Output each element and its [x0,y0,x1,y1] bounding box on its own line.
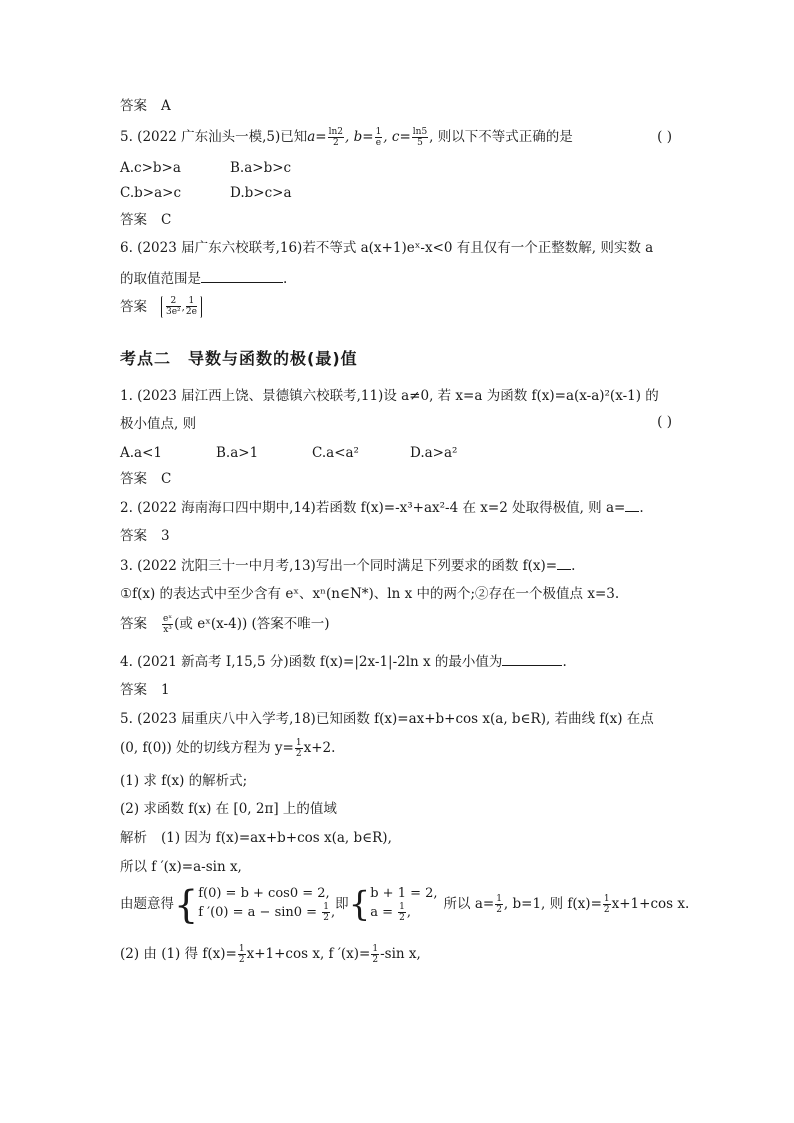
answer-blank [625,497,639,512]
option-c: C.b>a>c [120,185,182,201]
solution-line1: 解析 (1) 因为 f(x)=ax+b+cos x(a, b∈R), [120,830,392,846]
option-a: A.c>b>a [120,160,181,176]
fraction: $\frac{1}{2}$ [372,944,379,965]
solution-line3: 由题意得{ f(0) = b + cos0 = 2, f ′(0) = a − sin0 = $\frac{1}{2}$ , 即{ b + 1 = 2, a = $\frac{1}{2}$ , 所以 a= $\frac{1}{2}$ , b=1, 则 f(x)= $\frac{1}{2}$ x+1+cos x. [120,882,690,927]
answer-line: 答案 1 [120,682,170,698]
fraction: $\frac{\ln 5}{5}$ [412,127,428,148]
question-3-line1: 3. (2022 沈阳三十一中月考,13)写出一个同时满足下列要求的函数 f(x)= . [120,555,575,576]
answer-line: 答案 3 [120,528,170,544]
option-row [120,183,292,203]
question-1-line2: 极小值点, 则 [120,416,197,432]
fraction: $\frac{1}{2}$ [295,738,302,759]
option-d: D.b>c>a [230,185,292,201]
solution-line2: 所以 f ′(x)=a-sin x, [120,859,242,875]
fraction: $\frac{\ln 2}{2}$ [328,127,344,148]
question-6-line2: 的取值范围是 . [120,268,287,289]
option-b: B.a>b>c [230,160,292,176]
solution-line4: (2) 由 (1) 得 f(x)= $\frac{1}{2}$ x+1+cos x, f ′(x)= $\frac{1}{2}$ -sin x, [120,944,421,965]
answer-paren: ( ) [657,129,672,145]
option-row [120,443,457,463]
question-5-part1: (1) 求 f(x) 的解析式; [120,773,248,789]
left-brace: { [348,884,371,925]
option-b: B.a>1 [216,445,259,461]
fraction: $\frac{1}{2}$ [603,894,610,915]
answer-blank [557,555,571,570]
equation-system: f(0) = b + cos0 = 2, f ′(0) = a − sin0 = $\frac{1}{2}$ , [198,886,336,923]
option-c: C.a<a² [312,445,359,461]
answer-paren: ( ) [657,414,672,430]
answer-line: 答案 A [120,98,171,114]
fraction: $\frac{1}{2}$ [323,902,329,923]
answer-line: 答案 C [120,212,172,228]
fraction: $\frac{1}{e}$ [375,127,382,148]
answer-line: 答案 C [120,471,172,487]
question-5-stem: 5. (2022 广东汕头一模,5)已知a= $\frac{\ln 2}{2}$ , b= $\frac{1}{e}$ , c= $\frac{\ln 5}{5}$ , 则以下不等式正确的是 [120,127,573,148]
question-2: 2. (2022 海南海口四中期中,14)若函数 f(x)=-x³+ax²-4 在 x=2 处取得极值, 则 a= . [120,497,644,518]
left-brace: { [174,882,199,927]
answer-blank [201,268,283,283]
question-1-line1: 1. (2023 届江西上饶、景德镇六校联考,11)设 a≠0, 若 x=a 为函数 f(x)=a(x-a)²(x-1) 的 [120,388,659,404]
fraction: $\frac{1}{2}$ [496,894,502,915]
question-4: 4. (2021 新高考 I,15,5 分)函数 f(x)=|2x-1|-2ln x 的最小值为 . [120,651,567,672]
question-5-part2: (2) 求函数 f(x) 在 [0, 2π] 上的值域 [120,801,337,817]
fraction: $\frac{1}{2}$ [399,902,405,923]
option-row [120,158,291,178]
section-heading: 考点二 导数与函数的极(最)值 [120,349,358,368]
question-5-line2: (0, f(0)) 处的切线方程为 y= $\frac{1}{2}$ x+2. [120,738,336,759]
interval: $\frac{2}{\text{3e²}}$ , $\frac{1}{2e}$ [161,296,202,318]
question-5-line1: 5. (2023 届重庆八中入学考,18)已知函数 f(x)=ax+b+cos x(a, b∈R), 若曲线 f(x) 在点 [120,711,654,727]
question-6-line1: 6. (2023 届广东六校联考,16)若不等式 a(x+1)eˣ-x<0 有且仅有一个正整数解, 则实数 a [120,240,654,256]
answer-blank [502,651,562,666]
fraction: $\frac{1}{2e}$ [185,296,197,317]
answer-line: 答案 $\frac{2}{\text{3e²}}$ , $\frac{1}{2e}$ [120,296,202,318]
option-a: A.a<1 [120,445,162,461]
fraction: $\frac{\text{eˣ}}{\text{x³}}$ [163,614,173,635]
question-3-line2: ①f(x) 的表达式中至少含有 eˣ、xⁿ(n∈N*)、ln x 中的两个;②存在一个极值点 x=3. [120,586,620,602]
fraction: $\frac{1}{2}$ [238,944,245,965]
answer-line: 答案 $\frac{\text{eˣ}}{\text{x³}}$ (或 eˣ(x-4)) (答案不唯一) [120,614,330,635]
fraction: $\frac{2}{\text{3e²}}$ [166,296,181,317]
option-d: D.a>a² [410,445,458,461]
equation-system: b + 1 = 2, a = $\frac{1}{2}$ , [370,886,438,923]
